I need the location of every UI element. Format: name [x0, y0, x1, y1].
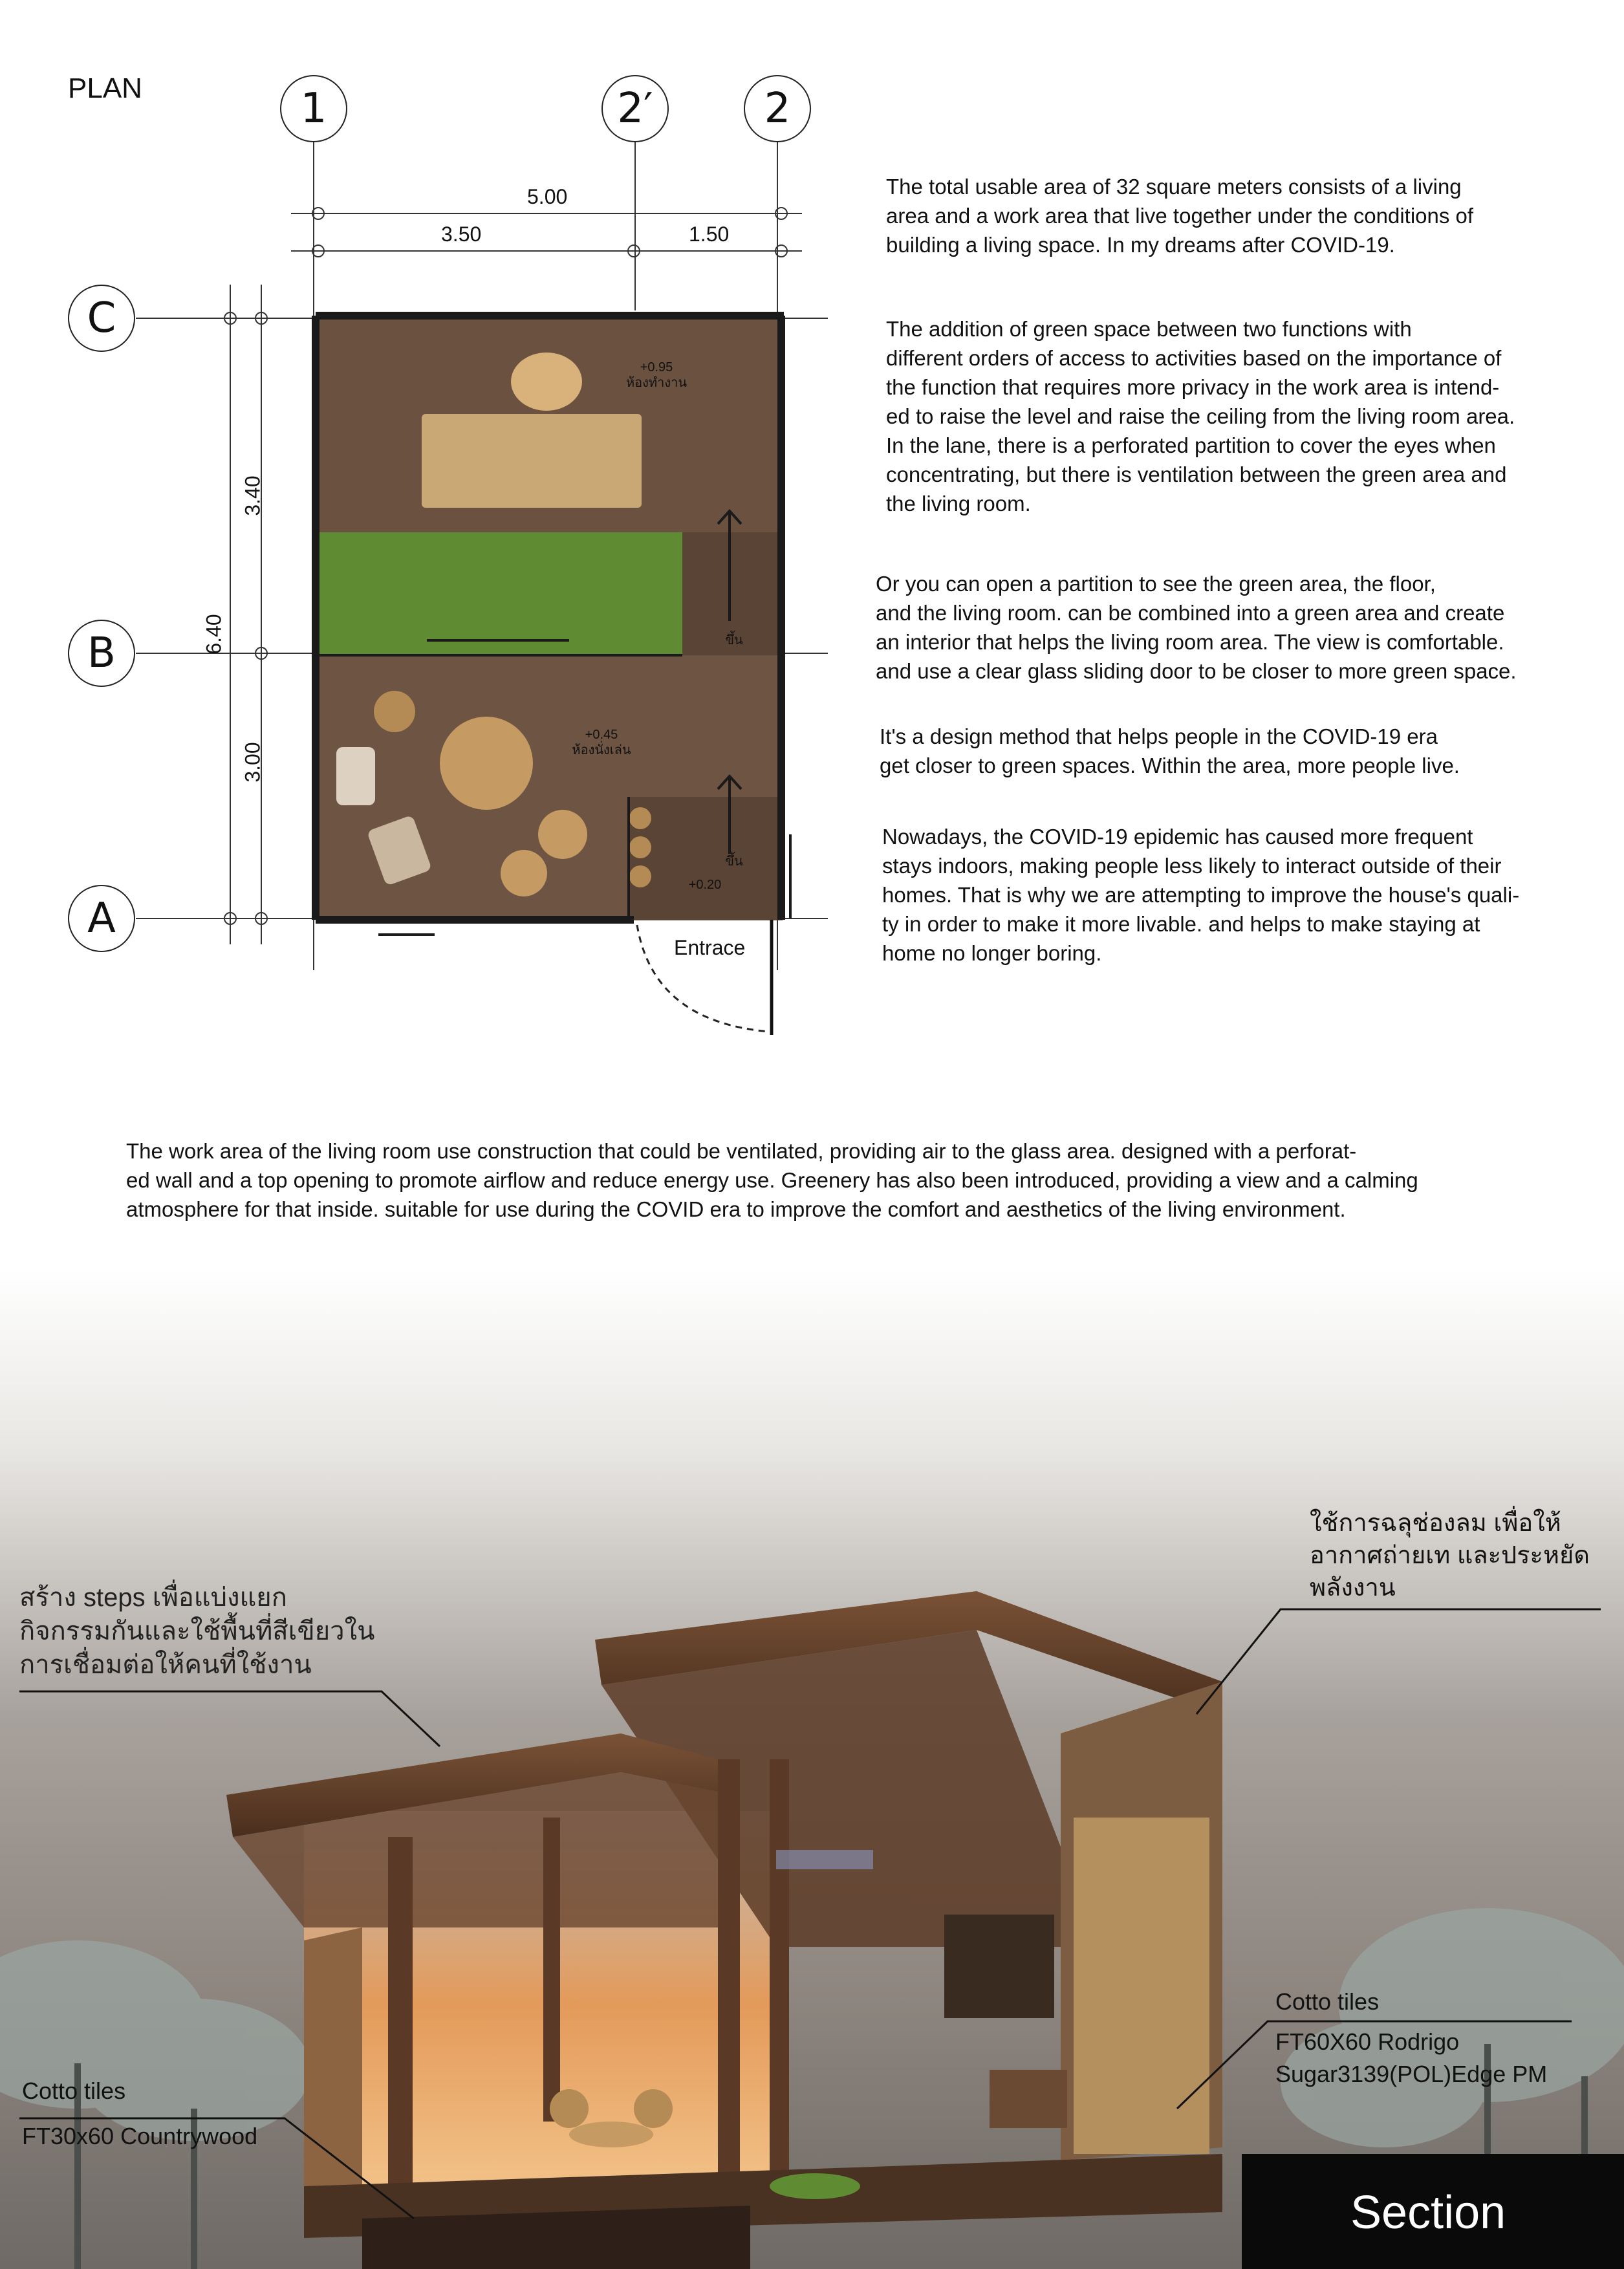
dim-right-width: 1.50: [689, 223, 730, 246]
callout-ventilation: ใช้การฉลุช่องลม เพื่อให้ อากาศถ่ายเท และประหยัด พลังงาน: [1310, 1510, 1590, 1601]
grid-bubble-2: 2: [744, 75, 811, 142]
paragraph-design-method: It's a design method that helps people in the COVID-19 era get closer to green spaces. Within the area, more people live.: [880, 724, 1460, 777]
callout-steps: สร้าง steps เพื่อแบ่งแยก กิจกรรมกันและใช้พื้นที่สีเขียวใน การเชื่อมต่อให้คนที่ใช้งาน: [19, 1583, 375, 1679]
grid-bubble-a: A: [68, 885, 135, 952]
entrance-label: Entrace: [674, 936, 746, 959]
room-work-name: ห้องทำงาน: [625, 376, 687, 390]
section-label: Section: [1350, 2187, 1506, 2239]
stair-label-upper: ขึ้น: [725, 633, 743, 647]
tiles-left-spec: FT30x60 Countrywood: [22, 2123, 258, 2149]
grid-bubble-b: B: [68, 620, 135, 687]
room-living-level: +0.45: [585, 728, 618, 742]
dim-lower-depth: 3.00: [241, 742, 265, 783]
paragraph-covid-epidemic: Nowadays, the COVID-19 epidemic has caused more frequent stays indoors, making people less likely to interact outside of their homes. That is why we are attempting to improve the house's quali- ty in order to make it more livable. and helps to make staying at home no longer boring.: [882, 825, 1520, 965]
dim-left-width: 3.50: [441, 223, 482, 246]
paragraph-usable-area: The total usable area of 32 square meters consists of a living area and a work area that live together under the conditions of building a living space. In my dreams after COVID-19.: [886, 175, 1474, 257]
stair-label-lower: ขึ้น: [725, 854, 743, 869]
grid-bubble-1: 1: [280, 75, 347, 142]
paragraph-partition: Or you can open a partition to see the green area, the floor, and the living room. can be combined into a green area and create an interior that helps the living room area. The view is comfortable. and use a clear glass sliding door to be closer to more green space.: [876, 572, 1517, 683]
room-work-level: +0.95: [640, 360, 673, 375]
plan-title: PLAN: [68, 72, 142, 104]
section-render: [0, 1268, 1624, 2269]
tiles-right-title: Cotto tiles: [1275, 1988, 1380, 2015]
room-entry-level: +0.20: [688, 878, 722, 892]
tiles-right-spec: FT60X60 Rodrigo Sugar3139(POL)Edge PM: [1275, 2028, 1548, 2087]
grid-bubble-2-prime: 2′: [601, 75, 669, 142]
room-living-name: ห้องนั่งเล่น: [572, 743, 631, 757]
paragraph-section-description: The work area of the living room use construction that could be ventilated, providing air to the glass area. designed with a perforat- ed wall and a top opening to promote airflow and reduce energy use. Greenery has also been introduced, providing a view and a calming atmosphere for that inside. suitable for use during the COVID era to improve the comfort and aesthetics of the living environment.: [126, 1139, 1418, 1221]
paragraph-green-space: The addition of green space between two functions with different orders of access to activities based on the importance of the function that requires more privacy in the work area is intend- ed to raise the level and raise the ceiling from the living room area. In the lane, there is a perforated partition to cover the eyes when concentrating, but there is ventilation between the green area and the living room.: [886, 317, 1515, 516]
tiles-left-title: Cotto tiles: [22, 2078, 126, 2104]
dim-upper-depth: 3.40: [241, 475, 265, 516]
dim-overall-depth: 6.40: [202, 614, 226, 655]
dim-overall-width: 5.00: [527, 185, 568, 208]
grid-bubble-c: C: [68, 285, 135, 352]
